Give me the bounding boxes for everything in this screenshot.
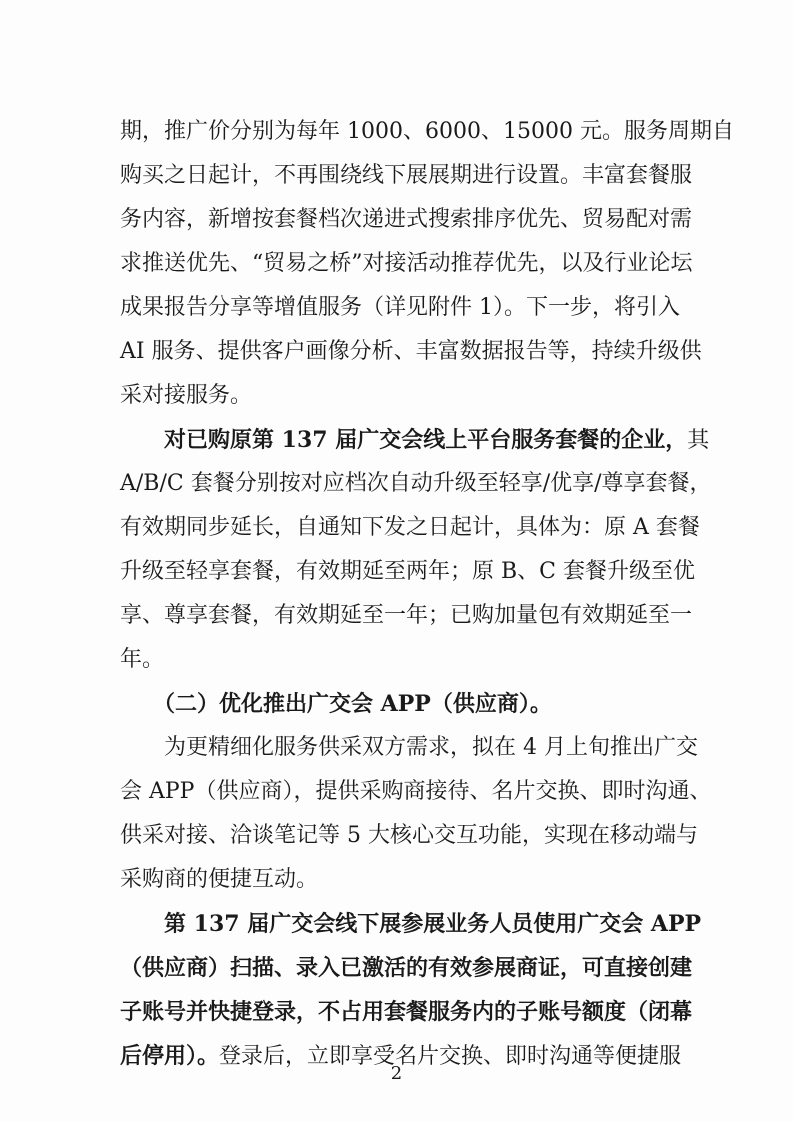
text-line: 成果报告分享等增值服务（详见附件 1）。下一步，将引入 [120, 295, 680, 320]
text-line: 为更精细化服务供采双方需求，拟在 4 月上旬推出广交 [120, 735, 698, 760]
text-line: 升级至轻享套餐，有效期延至两年；原 B、C 套餐升级至优 [120, 559, 695, 584]
text-line: 有效期同步延长，自通知下发之日起计，具体为：原 A 套餐 [120, 515, 700, 540]
regular-text-span: 登录后，立即享受名片交换、即时沟通等便捷服 [219, 1044, 682, 1069]
bold-paragraph-line: （供应商）扫描、录入已激活的有效参展商证，可直接创建 [120, 955, 693, 981]
text-line: A/B/C 套餐分别按对应档次自动升级至轻享/优享/尊享套餐， [120, 471, 712, 496]
bold-paragraph-line [120, 424, 710, 456]
text-line: 求推送优先、“贸易之桥”对接活动推荐优先，以及行业论坛 [120, 251, 693, 276]
text-line: AI 服务、提供客户画像分析、丰富数据报告等，持续升级供 [120, 339, 702, 364]
text-line: 购买之日起计，不再围绕线下展展期进行设置。丰富套餐服 [120, 163, 693, 188]
bold-text-span: 对已购原第 137 届广交会线上平台服务套餐的企业， [120, 427, 688, 453]
text-line: 采购商的便捷互动。 [120, 867, 319, 892]
page-number: 2 [390, 1063, 403, 1084]
mixed-paragraph-line [120, 1040, 680, 1072]
section-heading: （二）优化推出广交会 APP（供应商）。 [120, 691, 552, 717]
bold-paragraph-line: 第 137 届广交会线下展参展业务人员使用广交会 APP [120, 911, 702, 937]
bold-paragraph-line: 子账号并快捷登录，不占用套餐服务内的子账号额度（闭幕 [120, 999, 693, 1025]
text-line: 期，推广价分别为每年 1000、6000、15000 元。服务周期自 [120, 119, 734, 144]
text-line: 会 APP（供应商），提供采购商接待、名片交换、即时沟通、 [120, 779, 712, 804]
bold-text-span: 后停用）。 [120, 1043, 220, 1069]
text-line: 供采对接、洽谈笔记等 5 大核心交互功能，实现在移动端与 [120, 823, 698, 848]
text-line: 年。 [120, 647, 165, 672]
text-line: 享、尊享套餐，有效期延至一年；已购加量包有效期延至一 [120, 603, 693, 628]
regular-text-span: 其 [687, 428, 710, 453]
text-line: 采对接服务。 [120, 383, 253, 408]
text-line: 务内容，新增按套餐档次递进式搜索排序优先、贸易配对需 [120, 207, 693, 232]
